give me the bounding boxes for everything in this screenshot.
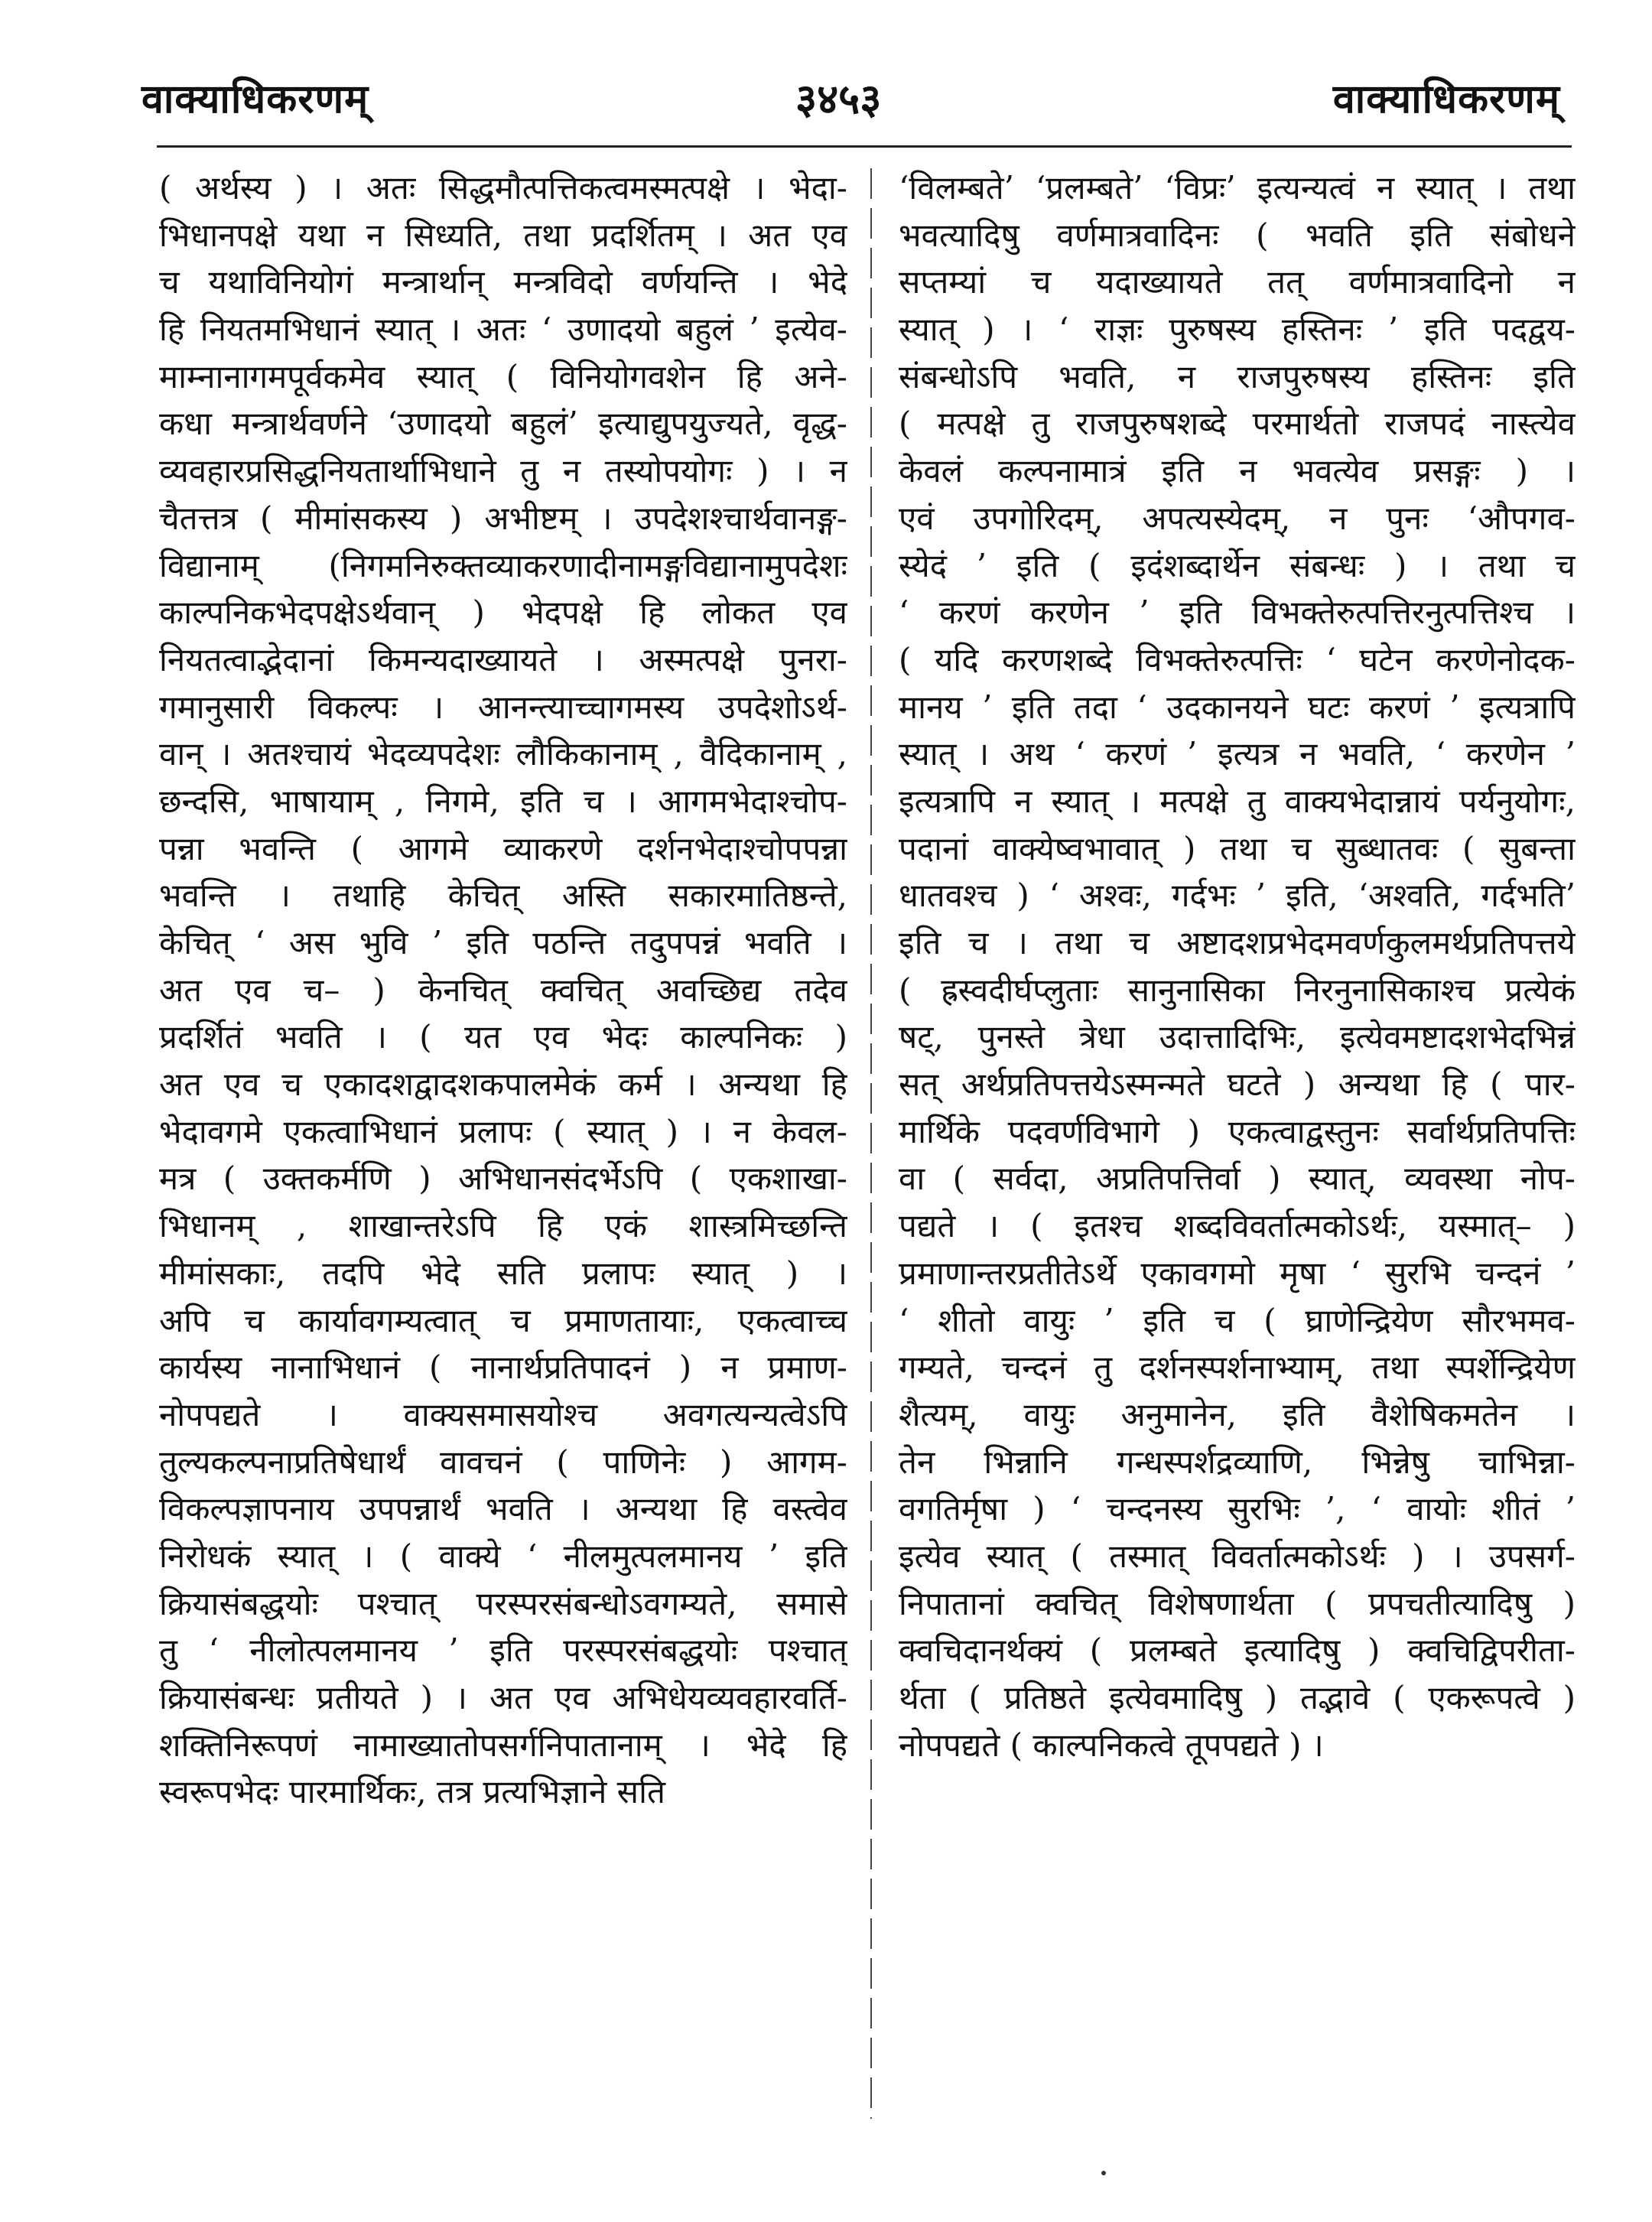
text-line: तेन भिन्नानि गन्धस्पर्शद्रव्याणि, भिन्नेषु चाभिन्ना- — [899, 1443, 1576, 1481]
text-line: वा ( सर्वदा, अप्रतिपत्तिर्वा ) स्यात्, व्यवस्था नोप- — [899, 1160, 1576, 1198]
text-line: विद्यानाम् (निगमनिरुक्तव्याकरणादीनामङ्गविद्यानामुपदेशः — [159, 546, 847, 584]
text-line: गमानुसारी विकल्पः । आनन्त्याच्चागमस्य उपदेशोऽर्थ- — [159, 688, 847, 726]
text-line: पन्ना भवन्ति ( आगमे व्याकरणे दर्शनभेदाश्चोपपन्ना — [159, 829, 847, 867]
text-line: भवत्यादिषु वर्णमात्रवादिनः ( भवति इति संबोधने — [899, 216, 1576, 254]
text-line: निरोधकं स्यात् । ( वाक्ये ‘ नीलमुत्पलमानय ’ इति — [159, 1537, 847, 1575]
text-line: मीमांसकाः, तदपि भेदे सति प्रलापः स्यात् ) । — [159, 1254, 847, 1292]
text-line: अपि च कार्यावगम्यत्वात् च प्रमाणतायाः, एकत्वाच्च — [159, 1301, 847, 1339]
text-line: माम्नानागमपूर्वकमेव स्यात् ( विनियोगवशेन हि अने- — [159, 357, 847, 395]
text-line: मत्र ( उक्तकर्मणि ) अभिधानसंदर्भेऽपि ( एकशाखा- — [159, 1160, 847, 1198]
text-line: र्थता ( प्रतिष्ठते इत्येवमादिषु ) तद्भावे ( एकरूपत्वे ) — [899, 1679, 1576, 1716]
text-line: षट्, पुनस्ते त्रेधा उदात्तादिभिः, इत्येवमष्टादशभेदभिन्नं — [899, 1018, 1576, 1056]
text-line: ‘ शीतो वायुः ’ इति च ( घ्राणेन्द्रियेण सौरभमव- — [899, 1301, 1576, 1339]
text-line: इत्यत्रापि न स्यात् । मत्पक्षे तु वाक्यभेदान्नायं पर्यनुयोगः, — [899, 782, 1576, 820]
text-line: ( ह्रस्वदीर्घप्लुताः सानुनासिका निरनुनासिकाश्च प्रत्येकं — [899, 971, 1576, 1009]
text-line: संबन्धोऽपि भवति, न राजपुरुषस्य हस्तिनः इति — [899, 357, 1576, 395]
text-line: तु ‘ नीलोत्पलमानय ’ इति परस्परसंबद्धयोः पश्चात् — [159, 1632, 847, 1670]
text-line: मानय ’ इति तदा ‘ उदकानयने घटः करणं ’ इत्यत्रापि — [899, 688, 1576, 726]
text-line: च यथाविनियोगं मन्त्रार्थान् मन्त्रविदो वर्णयन्ति । भेदे — [159, 263, 847, 301]
text-line: धातवश्च ) ‘ अश्वः, गर्दभः ’ इति, ‘अश्वति, गर्दभति’ — [899, 877, 1576, 915]
text-line: हि नियतमभिधानं स्यात् । अतः ‘ उणादयो बहुलं ’ इत्येव- — [159, 311, 847, 349]
text-line: सप्तम्यां च यदाख्यायते तत् वर्णमात्रवादिनो न — [899, 263, 1576, 301]
text-line: नोपपद्यते । वाक्यसमासयोश्च अवगत्यन्यत्वेऽपि — [159, 1395, 847, 1433]
text-line: भिधानम् , शाखान्तरेऽपि हि एकं शास्त्रमिच्छन्ति — [159, 1207, 847, 1245]
text-line: नोपपद्यते ( काल्पनिकत्वे तूपपद्यते ) । — [899, 1726, 1324, 1764]
text-line: प्रमाणान्तरप्रतीतेऽर्थे एकावगमो मृषा ‘ सुरभि चन्दनं ’ — [899, 1254, 1576, 1292]
text-line: भिधानपक्षे यथा न सिध्यति, तथा प्रदर्शितम् । अत एव — [159, 216, 847, 254]
text-line: शैत्यम्, वायुः अनुमानेन, इति वैशेषिकमतेन । — [899, 1395, 1576, 1433]
text-line: मार्थिके पदवर्णविभागे ) एकत्वाद्वस्तुनः सर्वार्थप्रतिपत्तिः — [899, 1112, 1576, 1150]
text-line: कार्यस्य नानाभिधानं ( नानार्थप्रतिपादनं ) न प्रमाण- — [159, 1348, 847, 1387]
text-line: नियतत्वाद्भेदानां किमन्यदाख्यायते । अस्मत्पक्षे पुनरा- — [159, 640, 847, 678]
text-line: निपातानां क्वचित् विशेषणार्थता ( प्रपचतीत्यादिषु ) — [899, 1584, 1576, 1622]
text-line: ‘ करणं करणेन ’ इति विभक्तेरुत्पत्तिरनुत्पत्तिश्च । — [899, 594, 1576, 632]
text-line: कधा मन्त्रार्थवर्णने ‘उणादयो बहुलं’ इत्याद्युपयुज्यते, वृद्ध- — [159, 405, 847, 443]
text-line: क्वचिदानर्थक्यं ( प्रलम्बते इत्यादिषु ) क्वचिद्विपरीता- — [899, 1632, 1576, 1670]
text-line: चैतत्तत्र ( मीमांसकस्य ) अभीष्टम् । उपदेशश्चार्थवानङ्ग- — [159, 499, 847, 537]
stray-dot — [1101, 2171, 1106, 2175]
text-line: ( मत्पक्षे तु राजपुरुषशब्दे परमार्थतो राजपदं नास्त्येव — [899, 405, 1576, 443]
text-line: पद्यते । ( इतश्च शब्दविवर्तात्मकोऽर्थः, यस्मात्– ) — [899, 1207, 1576, 1245]
text-line: प्रदर्शितं भवति । ( यत एव भेदः काल्पनिकः ) — [159, 1018, 847, 1056]
header-rule — [157, 145, 1572, 148]
column-divider — [870, 168, 872, 2119]
text-line: छन्दसि, भाषायाम् , निगमे, इति च । आगमभेदाश्चोप- — [159, 782, 847, 820]
text-line: ( अर्थस्य ) । अतः सिद्धमौत्पत्तिकत्वमस्मत्पक्षे । भेदा- — [159, 169, 847, 207]
text-line: सत् अर्थप्रतिपत्तयेऽस्मन्मते घटते ) अन्यथा हि ( पार- — [899, 1065, 1576, 1104]
text-line: गम्यते, चन्दनं तु दर्शनस्पर्शनाभ्याम्, तथा स्पर्शेन्द्रियेण — [899, 1348, 1576, 1387]
text-line: तुल्यकल्पनाप्रतिषेधार्थं वावचनं ( पाणिनेः ) आगम- — [159, 1443, 847, 1481]
text-line: ‘विलम्बते’ ‘प्रलम्बते’ ‘विप्रः’ इत्यन्यत्वं न स्यात् । तथा — [899, 169, 1576, 207]
text-line: केचित् ‘ अस भुवि ’ इति पठन्ति तदुपपन्नं भवति । — [159, 924, 847, 961]
text-line: स्यात् ) । ‘ राज्ञः पुरुषस्य हस्तिनः ’ इति पदद्वय- — [899, 311, 1576, 349]
running-title-right: वाक्याधिकरणम् — [1332, 76, 1560, 122]
text-line: वगतिर्मृषा ) ‘ चन्दनस्य सुरभिः ’, ‘ वायोः शीतं ’ — [899, 1490, 1576, 1528]
right-column — [899, 164, 1576, 1768]
page-header — [0, 0, 1652, 153]
text-line: स्वरूपभेदः पारमार्थिकः, तत्र प्रत्यभिज्ञाने सति — [159, 1773, 665, 1811]
text-line: विकल्पज्ञापनाय उपपन्नार्थं भवति । अन्यथा हि वस्त्वेव — [159, 1490, 847, 1528]
text-line: शक्तिनिरूपणं नामाख्यातोपसर्गनिपातानाम् । भेदे हि — [159, 1726, 847, 1764]
text-line: भेदावगमे एकत्वाभिधानं प्रलापः ( स्यात् ) । न केवल- — [159, 1112, 847, 1150]
text-line: एवं उपगोरिदम्, अपत्यस्येदम्, न पुनः ‘औपगव- — [899, 499, 1576, 537]
text-line: भवन्ति । तथाहि केचित् अस्ति सकारमातिष्ठन्ते, — [159, 877, 847, 915]
left-column — [159, 164, 847, 1816]
text-line: स्यात् । अथ ‘ करणं ’ इत्यत्र न भवति, ‘ करणेन ’ — [899, 735, 1576, 773]
text-line: अत एव च एकादशद्वादशकपालमेकं कर्म । अन्यथा हि — [159, 1065, 847, 1104]
text-line: काल्पनिकभेदपक्षेऽर्थवान् ) भेदपक्षे हि लोकत एव — [159, 594, 847, 632]
text-line: पदानां वाक्येष्वभावात् ) तथा च सुब्धातवः ( सुबन्ता — [899, 829, 1576, 867]
text-line: क्रियासंबद्धयोः पश्चात् परस्परसंबन्धोऽवगम्यते, समासे — [159, 1584, 847, 1622]
text-line: केवलं कल्पनामात्रं इति न भवत्येव प्रसङ्गः ) । — [899, 452, 1576, 490]
page-number: ३४५३ — [795, 74, 882, 123]
text-line: स्येदं ’ इति ( इदंशब्दार्थेन संबन्धः ) । तथा च — [899, 546, 1576, 584]
text-line: इति च । तथा च अष्टादशप्रभेदमवर्णकुलमर्थप्रतिपत्तये — [899, 924, 1576, 961]
text-line: ( यदि करणशब्दे विभक्तेरुत्पत्तिः ‘ घटेन करणेनोदक- — [899, 640, 1576, 678]
text-line: वान् । अतश्चायं भेदव्यपदेशः लौकिकानाम् , वैदिकानाम् , — [159, 735, 847, 773]
text-line: क्रियासंबन्धः प्रतीयते ) । अत एव अभिधेयव्यवहारवर्ति- — [159, 1679, 847, 1716]
text-line: इत्येव स्यात् ( तस्मात् विवर्तात्मकोऽर्थः ) । उपसर्ग- — [899, 1537, 1576, 1575]
running-title-left: वाक्याधिकरणम् — [141, 76, 369, 122]
text-line: व्यवहारप्रसिद्धनियतार्थाभिधाने तु न तस्योपयोगः ) । न — [159, 452, 847, 490]
text-line: अत एव च– ) केनचित् क्वचित् अवच्छिद्य तदेव — [159, 971, 847, 1009]
